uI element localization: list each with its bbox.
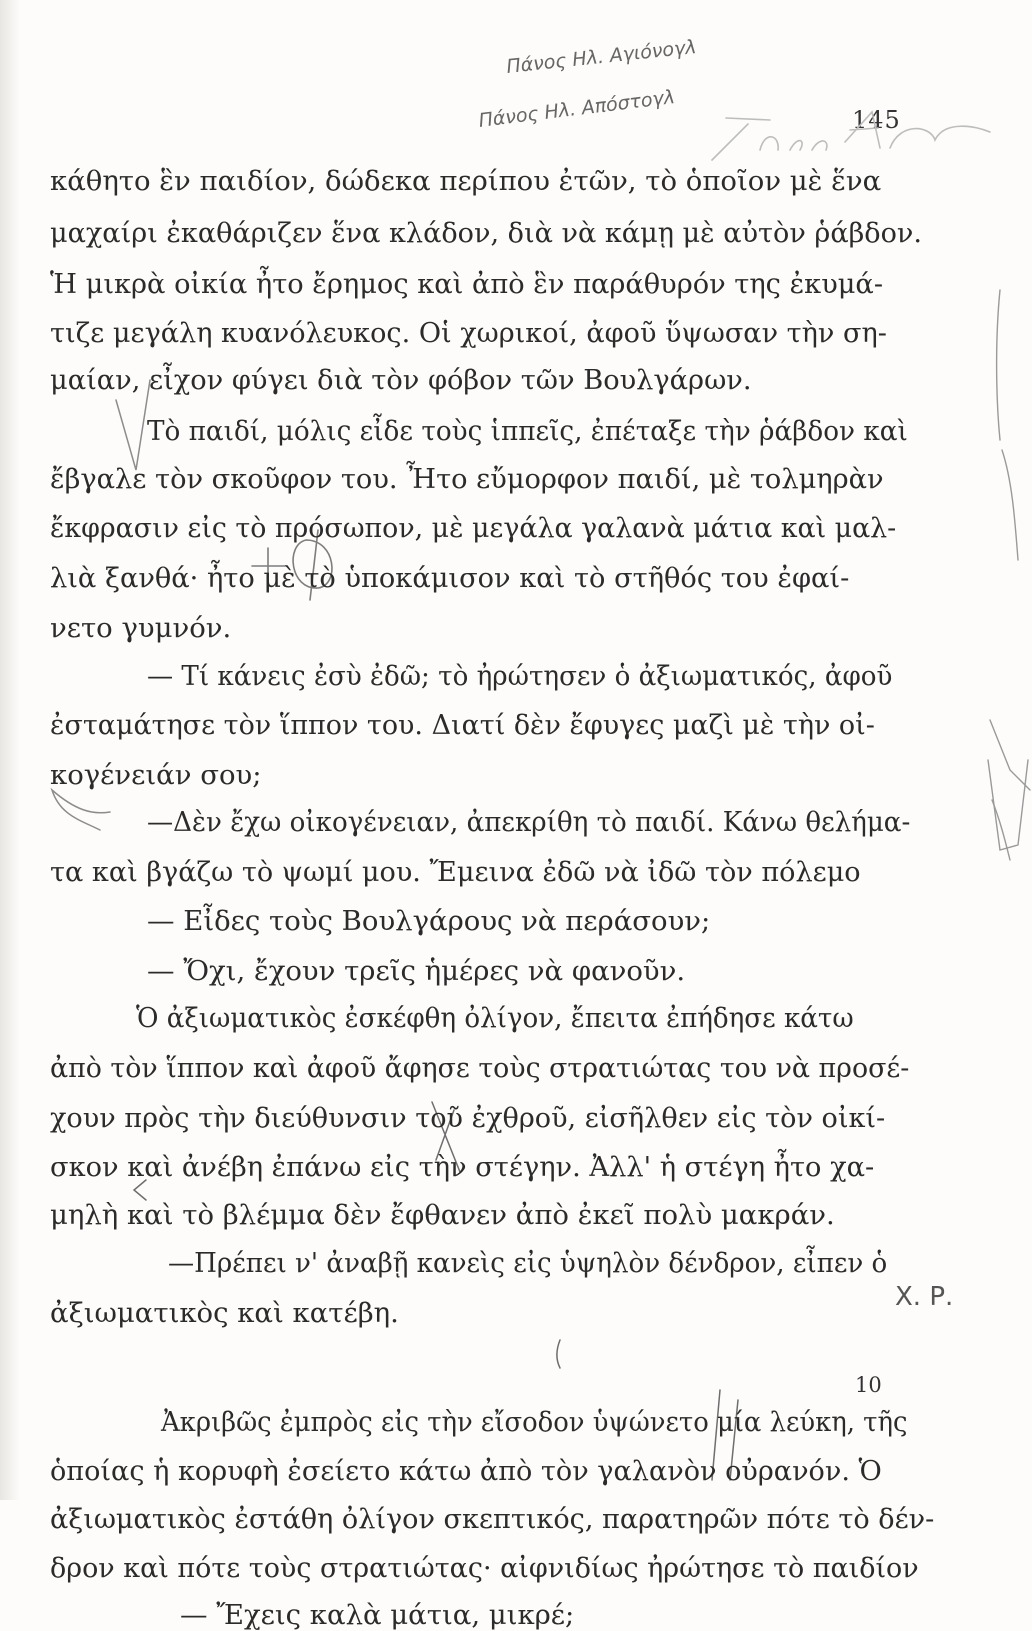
text-line: μαχαίρι ἐκαθάριζεν ἕνα κλάδον, διὰ νὰ κάμῃ μὲ αὐτὸν ῥάβδον. [50, 217, 922, 249]
text-line: ἔκφρασιν εἰς τὸ πρόσωπον, μὲ μεγάλα γαλανὰ μάτια καὶ μαλ- [50, 512, 897, 544]
text-line: — Τί κάνεις ἐσὺ ἐδῶ; τὸ ἠρώτησεν ὁ ἀξιωματικός, ἀφοῦ [147, 660, 893, 692]
text-line: Τὸ παιδί, μόλις εἶδε τοὺς ἱππεῖς, ἐπέταξε τὴν ῥάβδον καὶ [147, 415, 908, 447]
text-line: Ὁ ἀξιωματικὸς ἐσκέφθη ὀλίγον, ἔπειτα ἐπήδησε κάτω [136, 1002, 854, 1034]
handwritten-signature-top: Πάνος Ηλ. Αγιόνογλ [505, 36, 698, 78]
text-line: — Εἶδες τοὺς Βουλγάρους νὰ περάσουν; [147, 905, 711, 937]
handwritten-signature-second: Πάνος Ηλ. Απόστογλ [477, 86, 677, 132]
text-line: κάθητο ἓν παιδίον, δώδεκα περίπου ἐτῶν, τὸ ὁποῖον μὲ ἕνα [50, 165, 882, 197]
text-line: — Ἔχεις καλὰ μάτια, μικρέ; [180, 1599, 575, 1631]
page-gutter-shadow [0, 0, 20, 1500]
text-line: ὁποίας ἡ κορυφὴ ἐσείετο κάτω ἀπὸ τὸν γαλανὸν οὐρανόν. Ὁ [50, 1455, 882, 1487]
text-line: νετο γυμνόν. [50, 612, 232, 644]
margin-initials: X. Ρ. [895, 1282, 954, 1312]
text-line: μηλὴ καὶ τὸ βλέμμα δὲν ἔφθανεν ἀπὸ ἐκεῖ πολὺ μακράν. [50, 1199, 835, 1231]
text-line: Ἡ μικρὰ οἰκία ἦτο ἔρημος καὶ ἀπὸ ἓν παράθυρόν της ἐκυμά- [50, 268, 884, 300]
text-line: λιὰ ξανθά· ἦτο μὲ τὸ ὑποκάμισον καὶ τὸ στῆθός του ἐφαί- [50, 562, 850, 594]
text-line: κογένειάν σου; [50, 759, 262, 791]
text-line: ἀξιωματικὸς καὶ κατέβη. [50, 1297, 399, 1329]
text-line: μαίαν, εἶχον φύγει διὰ τὸν φόβον τῶν Βουλγάρων. [50, 364, 752, 396]
text-line: Ἀκριβῶς ἐμπρὸς εἰς τὴν εἴσοδον ὑψώνετο μία λεύκη, τῆς [161, 1406, 908, 1438]
text-line: ἀπὸ τὸν ἵππον καὶ ἀφοῦ ἄφησε τοὺς στρατιώτας του νὰ προσέ- [50, 1052, 910, 1084]
text-line: τα καὶ βγάζω τὸ ψωμί μου. Ἔμεινα ἐδῶ νὰ ἰδῶ τὸν πόλεμο [50, 856, 861, 888]
faint-signature-mark [712, 112, 990, 160]
text-line: σκον καὶ ἀνέβη ἐπάνω εἰς τὴν στέγην. Ἀλλ' ἡ στέγη ἦτο χα- [50, 1151, 875, 1183]
signature-folio-number: 10 [855, 1373, 882, 1397]
margin-sketch-right [988, 290, 1030, 860]
text-line: ἐσταμάτησε τὸν ἵππον του. Διατί δὲν ἔφυγες μαζὶ μὲ τὴν οἰ- [50, 709, 875, 741]
text-line: ἀξιωματικὸς ἐστάθη ὀλίγον σκεπτικός, παρατηρῶν πότε τὸ δέν- [50, 1503, 935, 1535]
text-line: δρον καὶ πότε τοὺς στρατιώτας· αἰφνιδίως ἠρώτησε τὸ παιδίον [50, 1552, 919, 1584]
text-line: — Ὄχι, ἔχουν τρεῖς ἡμέρες νὰ φανοῦν. [147, 955, 686, 987]
text-line: —Πρέπει ν' ἀναβῇ κανεὶς εἰς ὑψηλὸν δένδρον, εἶπεν ὁ [168, 1247, 888, 1279]
text-line: ἔβγαλε τὸν σκοῦφον του. Ἦτο εὔμορφον παιδί, μὲ τολμηρὰν [50, 463, 884, 495]
text-line: χουν πρὸς τὴν διεύθυνσιν τοῦ ἐχθροῦ, εἰσῆλθεν εἰς τὸν οἰκί- [50, 1102, 886, 1134]
text-line: —Δὲν ἔχω οἰκογένειαν, ἀπεκρίθη τὸ παιδί. Κάνω θελήμα- [147, 806, 911, 838]
page-number: 145 [852, 106, 901, 134]
text-line: τιζε μεγάλη κυανόλευκος. Οἱ χωρικοί, ἀφοῦ ὕψωσαν τὴν ση- [50, 317, 887, 349]
